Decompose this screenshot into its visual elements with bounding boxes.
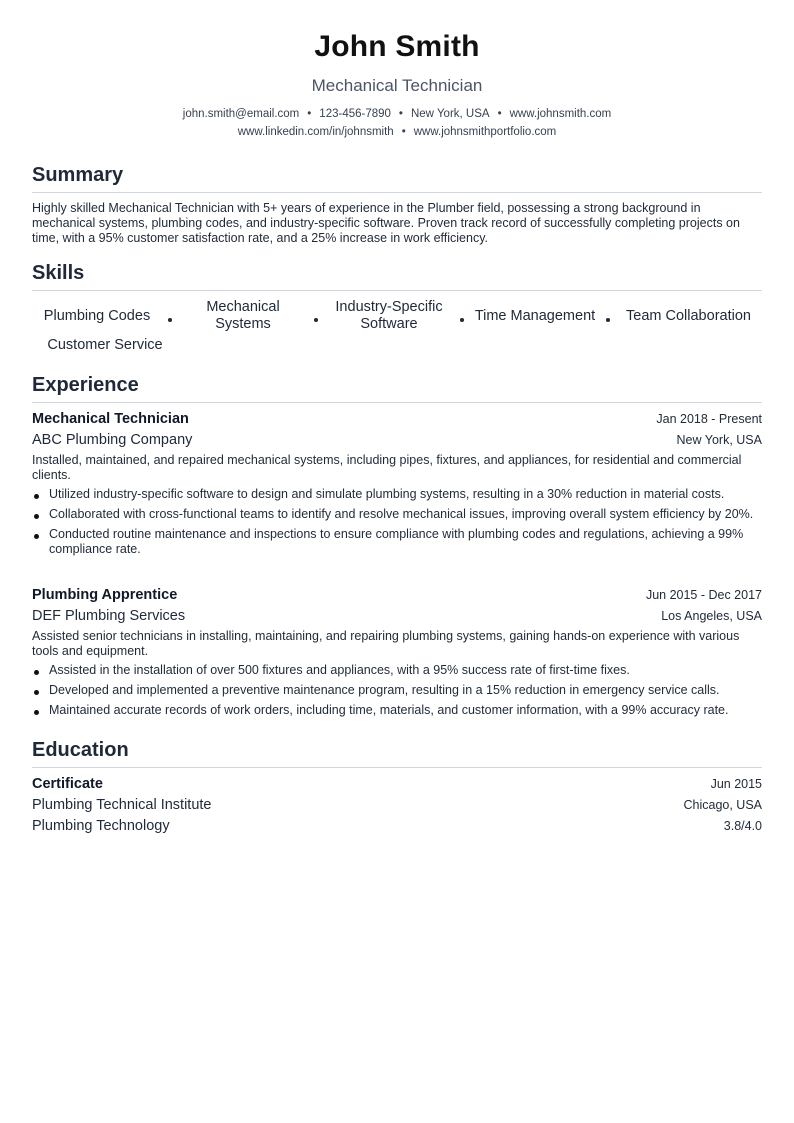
- job-company-row: [32, 432, 762, 448]
- job-achievements: [32, 663, 762, 723]
- job-header: [32, 411, 762, 427]
- achievement-item: Conducted routine maintenance and inspections to ensure compliance with plumbing codes and regulations, achieving a 99% compliance rate.: [32, 527, 762, 557]
- job-dates: Jan 2018 - Present: [656, 412, 762, 426]
- job-description: Installed, maintained, and repaired mechanical systems, including pipes, fixtures, and appliances, for residential and commercial clients.: [32, 453, 742, 482]
- candidate-name: John Smith: [314, 30, 480, 63]
- experience-heading: Experience: [32, 374, 762, 403]
- summary-heading: Summary: [32, 164, 762, 193]
- skill-separator-dot: [460, 318, 464, 322]
- skills-heading: Skills: [32, 262, 762, 291]
- education-location: Chicago, USA: [683, 798, 762, 812]
- job-description: Assisted senior technicians in installing, maintaining, and repairing plumbing systems, gaining hands-on experience with various tools and equipment.: [32, 629, 740, 658]
- skill-item: Customer Service: [47, 337, 163, 353]
- achievement-item: Developed and implemented a preventive maintenance program, resulting in a 15% reduction in emergency service calls.: [32, 683, 762, 698]
- skill-item: Team Collaboration: [626, 308, 751, 324]
- contact-linkedin[interactable]: www.linkedin.com/in/johnsmith: [237, 126, 394, 138]
- job-company-row: [32, 608, 762, 624]
- education-heading: Education: [32, 739, 762, 768]
- achievement-item: Maintained accurate records of work orders, including time, materials, and customer information, with a 99% accuracy rate.: [32, 703, 762, 718]
- skill-item: Mechanical Systems: [206, 299, 280, 332]
- education-school-row: [32, 797, 762, 813]
- contact-portfolio[interactable]: www.johnsmithportfolio.com: [413, 126, 557, 138]
- achievement-item: Assisted in the installation of over 500 fixtures and appliances, with a 95% success rate of first-time fixes.: [32, 663, 762, 678]
- job-company: ABC Plumbing Company: [32, 432, 193, 448]
- job-company: DEF Plumbing Services: [32, 608, 186, 624]
- separator-dot: •: [401, 126, 406, 138]
- skills-list: [32, 298, 762, 358]
- job-dates: Jun 2015 - Dec 2017: [645, 588, 762, 602]
- skill-separator-dot: [314, 318, 318, 322]
- contact-line-secondary: [32, 126, 762, 138]
- education-date: Jun 2015: [710, 777, 762, 791]
- education-degree: Certificate: [32, 776, 103, 792]
- job-title: Mechanical Technician: [32, 411, 189, 427]
- separator-dot: •: [398, 108, 403, 120]
- candidate-role: Mechanical Technician: [311, 76, 483, 95]
- achievement-item: Collaborated with cross-functional teams to identify and resolve mechanical issues, improving overall system efficiency by 20%.: [32, 507, 762, 522]
- education-gpa: 3.8/4.0: [723, 819, 762, 833]
- education-field-row: [32, 818, 762, 834]
- job-location: New York, USA: [676, 433, 762, 447]
- summary-text: Highly skilled Mechanical Technician with 5+ years of experience in the Plumber field, possessing a strong background in mechanical systems, plumbing codes, and industry-specific software. Proven track record of successfully completing projects on time, with a 95% customer satisfaction rate, and a 25% increase in work efficiency.: [32, 201, 740, 245]
- achievement-item: Utilized industry-specific software to design and simulate plumbing systems, resulting in a 30% reduction in material costs.: [32, 487, 762, 502]
- separator-dot: •: [307, 108, 312, 120]
- skill-item: Plumbing Codes: [43, 308, 151, 324]
- job-location: Los Angeles, USA: [661, 609, 762, 623]
- contact-email[interactable]: john.smith@email.com: [182, 108, 300, 120]
- education-header: [32, 776, 762, 792]
- education-school: Plumbing Technical Institute: [32, 797, 212, 813]
- contact-website[interactable]: www.johnsmith.com: [509, 108, 612, 120]
- separator-dot: •: [497, 108, 502, 120]
- contact-line-primary: [32, 108, 762, 120]
- skill-separator-dot: [606, 318, 610, 322]
- skill-separator-dot: [168, 318, 172, 322]
- job-title: Plumbing Apprentice: [32, 587, 178, 603]
- skill-item: Industry-Specific Software: [335, 299, 443, 332]
- contact-phone[interactable]: 123-456-7890: [319, 108, 391, 120]
- education-field: Plumbing Technology: [32, 818, 170, 834]
- skill-item: Time Management: [474, 308, 596, 324]
- contact-location: New York, USA: [410, 108, 490, 120]
- job-achievements: [32, 487, 762, 562]
- job-header: [32, 587, 762, 603]
